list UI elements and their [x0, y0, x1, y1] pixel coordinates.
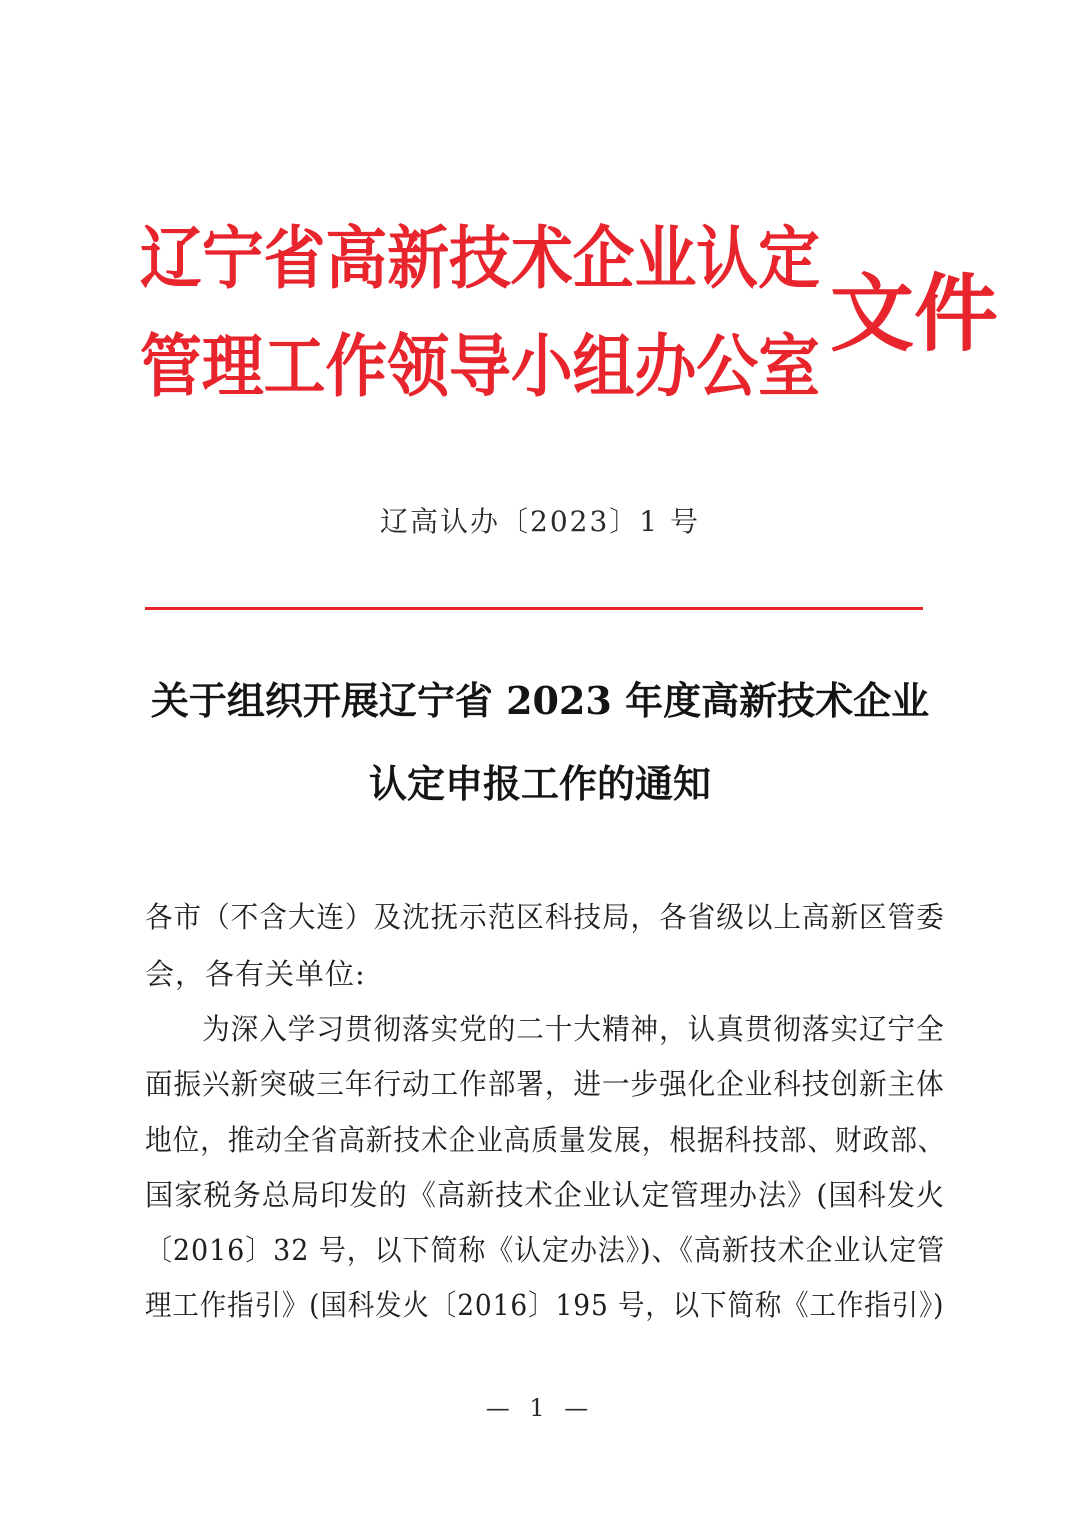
body-line: 国家税务总局印发的《高新技术企业认定管理办法》(国科发火 [145, 1178, 946, 1212]
notice-title-line-1: 关于组织开展辽宁省 2023 年度高新技术企业 [150, 678, 930, 723]
issuing-office-line-1: 辽宁省高新技术企业认定 [140, 220, 820, 299]
document-header-suffix: 文件 [830, 265, 999, 363]
issuing-office-line-2: 管理工作领导小组办公室 [140, 328, 820, 407]
body-line: 会，各有关单位: [145, 957, 366, 991]
red-divider-rule [145, 607, 923, 610]
body-line: 为深入学习贯彻落实党的二十大精神，认真贯彻落实辽宁全 [145, 1012, 945, 1046]
document-number: 辽高认办〔2023〕1 号 [380, 505, 700, 538]
body-line: 各市（不含大连）及沈抚示范区科技局，各省级以上高新区管委 [145, 900, 945, 934]
body-line: 理工作指引》(国科发火〔2016〕195 号，以下简称《工作指引》) [145, 1288, 945, 1322]
page-number: — 1 — [485, 1394, 595, 1422]
body-line: 面振兴新突破三年行动工作部署，进一步强化企业科技创新主体 [145, 1067, 945, 1101]
body-line: 〔2016〕32 号，以下简称《认定办法》)、《高新技术企业认定管 [145, 1233, 946, 1267]
body-line: 地位，推动全省高新技术企业高质量发展，根据科技部、财政部、 [145, 1123, 946, 1157]
notice-title-line-2: 认定申报工作的通知 [368, 761, 711, 806]
